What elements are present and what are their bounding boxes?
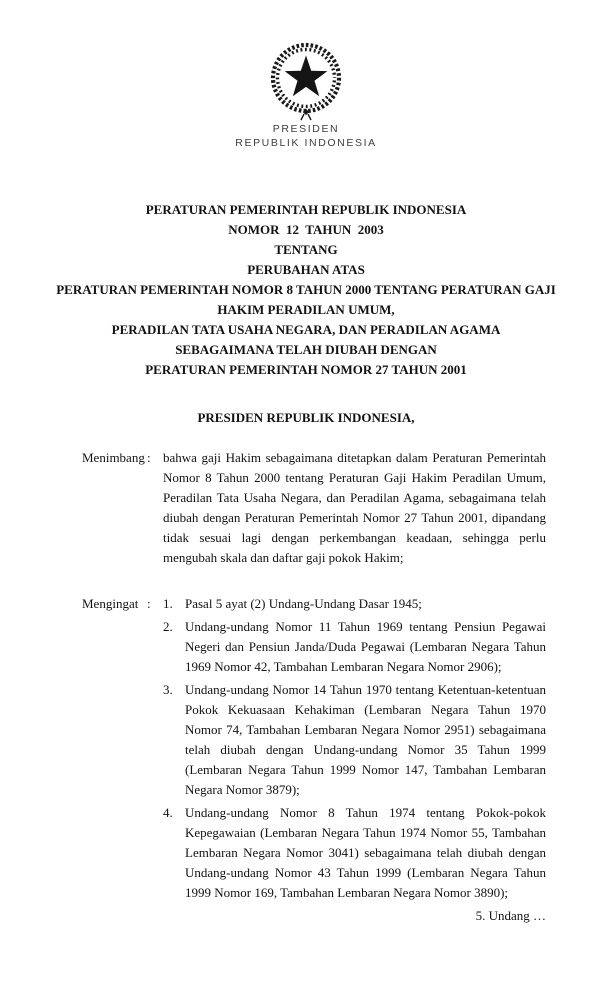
menimbang-text: bahwa gaji Hakim sebagaimana ditetapkan dalam Peraturan Pemerintah Nomor 8 Tahun 2000 tentang Peraturan Gaji Hakim Peradilan Umum, Peradilan Tata Usaha Negara, dan Peradilan Agama, sebagaimana telah diubah dengan Peraturan Pemerintah Nomor 27 Tahun 2001, dipandang tidak sesuai lagi dengan perkembangan keadaan, sehingga perlu mengubah skala dan daftar gaji pokok Hakim;: [163, 450, 546, 565]
legal-item-2-text: Undang-undang Nomor 11 Tahun 1969 tentang Pensiun Pegawai Negeri dan Pensiun Janda/Duda Pegawai (Lembaran Negara Tahun 1969 Nomor 42, Tambahan Lembaran Negara Nomor 2906);: [185, 619, 546, 674]
mengingat-items: [163, 594, 546, 906]
preamble-heading: PRESIDEN REPUBLIK INDONESIA,: [197, 410, 415, 425]
mengingat-clause: [82, 594, 546, 906]
legal-item-1: [163, 594, 546, 614]
document-body: [0, 448, 612, 926]
legal-item-4: [163, 803, 546, 903]
title-line-4: PERUBAHAN ATAS: [247, 262, 365, 277]
menimbang-label: Menimbang: [82, 450, 145, 465]
mengingat-colon: :: [147, 596, 151, 611]
legal-item-3-text: Undang-undang Nomor 14 Tahun 1970 tentang Ketentuan-ketentuan Pokok Kekuasaan Kehakiman (Lembaran Negara Tahun 1970 Nomor 74, Tambahan Lembaran Negara Nomor 2951) sebagaimana telah diubah dengan Undang-undang Nomor 35 Tahun 1999 (Lembaran Negara Tahun 1999 Nomor 147, Tambahan Lembaran Negara Nomor 3879);: [185, 682, 546, 797]
title-line-7: PERADILAN TATA USAHA NEGARA, DAN PERADILAN AGAMA: [111, 322, 501, 337]
org-name-line1: PRESIDEN: [272, 123, 340, 135]
legal-item-3-number: 3.: [163, 682, 173, 697]
title-line-1: PERATURAN PEMERINTAH REPUBLIK INDONESIA: [145, 202, 467, 217]
legal-item-4-number: 4.: [163, 805, 173, 820]
title-line-2: NOMOR 12 TAHUN 2003: [228, 222, 384, 237]
document-title: [0, 200, 612, 380]
legal-item-1-text: Pasal 5 ayat (2) Undang-Undang Dasar 1945;: [185, 596, 422, 611]
title-line-9: PERATURAN PEMERINTAH NOMOR 27 TAHUN 2001: [145, 362, 467, 377]
menimbang-colon: :: [147, 450, 151, 465]
title-line-5: PERATURAN PEMERINTAH NOMOR 8 TAHUN 2000 TENTANG PERATURAN GAJI: [56, 282, 556, 297]
title-line-8: SEBAGAIMANA TELAH DIUBAH DENGAN: [175, 342, 437, 357]
mengingat-label: Mengingat: [82, 596, 139, 611]
legal-item-4-text: Undang-undang Nomor 8 Tahun 1974 tentang Pokok-pokok Kepegawaian (Lembaran Negara Tahun 1974 Nomor 55, Tambahan Lembaran Negara Nomor 3041) sebagaimana telah diubah dengan Undang-undang Nomor 43 Tahun 1999 (Lembaran Negara Tahun 1999 Nomor 169, Tambahan Lembaran Negara Nomor 3890);: [185, 805, 546, 900]
page-catchword: 5. Undang …: [475, 908, 546, 923]
legal-item-2: [163, 617, 546, 677]
star-wreath-national-emblem-icon: [262, 42, 350, 122]
legal-item-2-number: 2.: [163, 619, 173, 634]
legal-item-3: [163, 680, 546, 800]
legal-item-1-number: 1.: [163, 596, 173, 611]
letterhead: [0, 0, 612, 150]
title-line-6: HAKIM PERADILAN UMUM,: [217, 302, 395, 317]
org-name-line2: REPUBLIK INDONESIA: [235, 137, 377, 149]
title-line-3: TENTANG: [274, 242, 338, 257]
menimbang-clause: [82, 448, 546, 568]
